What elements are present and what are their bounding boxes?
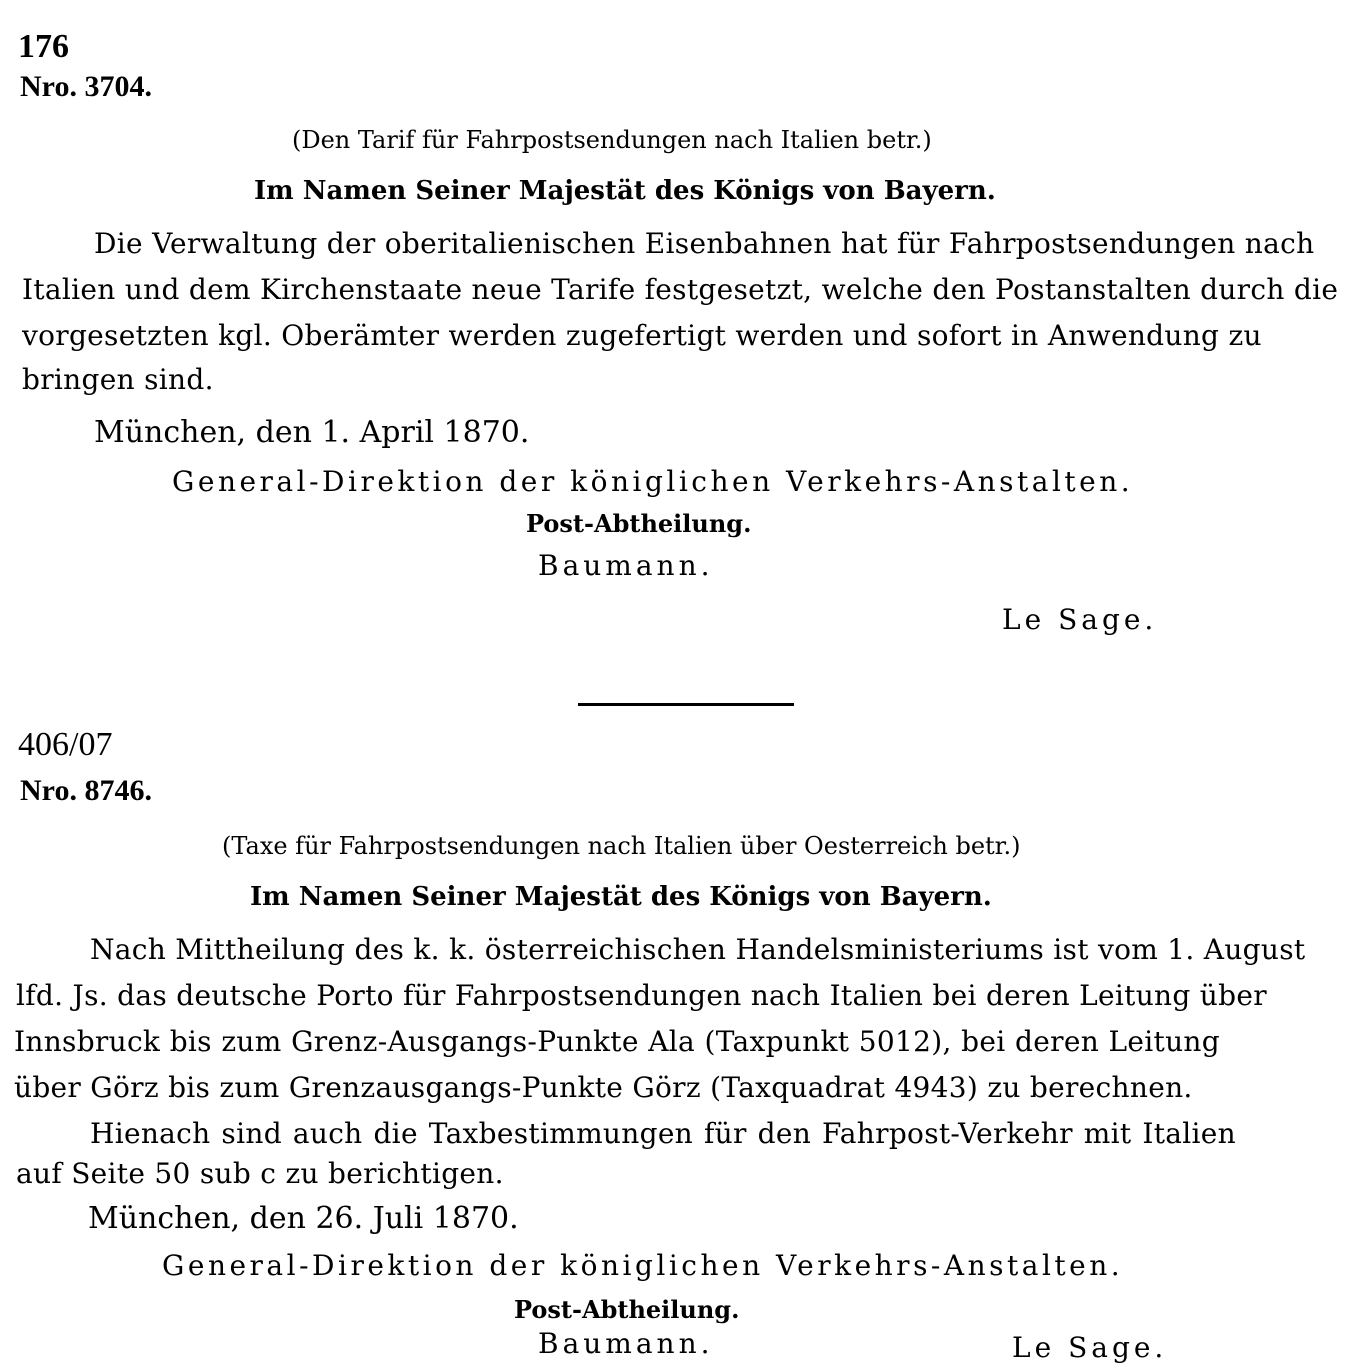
entry-2-subject: (Taxe für Fahrpostsendungen nach Italien über Oesterreich betr.) bbox=[222, 832, 1021, 860]
entry-2-department: Post-Abtheilung. bbox=[514, 1295, 740, 1324]
entry-1-body-line-2: Italien und dem Kirchenstaate neue Tarife festgesetzt, welche den Postanstalten durch die bbox=[22, 273, 1339, 306]
entry-2-file-ref: 406/07 bbox=[18, 726, 113, 763]
entry-2-body-line-6: auf Seite 50 sub c zu berichtigen. bbox=[16, 1157, 504, 1190]
entry-1-signature-left: Baumann. bbox=[538, 549, 714, 582]
entry-2-signature-right: Le Sage. bbox=[1012, 1331, 1168, 1364]
entry-1-department: Post-Abtheilung. bbox=[526, 509, 752, 538]
entry-2-body-line-3: Innsbruck bis zum Grenz-Ausgangs-Punkte Ala (Taxpunkt 5012), bei deren Leitung bbox=[14, 1025, 1220, 1058]
entry-1-body-line-3: vorgesetzten kgl. Oberämter werden zugefertigt werden und sofort in Anwendung zu bbox=[22, 319, 1262, 352]
entry-2-signature-left: Baumann. bbox=[538, 1327, 714, 1360]
entry-2-body-line-2: lfd. Js. das deutsche Porto für Fahrpostsendungen nach Italien bei deren Leitung über bbox=[16, 979, 1267, 1012]
entry-2-body-line-4: über Görz bis zum Grenzausgangs-Punkte Görz (Taxquadrat 4943) zu berechnen. bbox=[14, 1071, 1193, 1104]
entry-1-body-line-1: Die Verwaltung der oberitalienischen Eisenbahnen hat für Fahrpostsendungen nach bbox=[94, 227, 1315, 260]
entry-2-body-line-5: Hienach sind auch die Taxbestimmungen für den Fahrpost-Verkehr mit Italien bbox=[90, 1117, 1236, 1150]
entry-1-body-line-4: bringen sind. bbox=[22, 363, 214, 396]
page-number: 176 bbox=[18, 28, 69, 65]
entry-2-place-date: München, den 26. Juli 1870. bbox=[88, 1201, 519, 1236]
entry-1-formula: Im Namen Seiner Majestät des Königs von Bayern. bbox=[254, 176, 996, 206]
entry-1-authority: General-Direktion der königlichen Verkehrs-Anstalten. bbox=[172, 465, 1134, 498]
entry-2-formula: Im Namen Seiner Majestät des Königs von Bayern. bbox=[250, 882, 992, 912]
entry-2-authority: General-Direktion der königlichen Verkehrs-Anstalten. bbox=[162, 1249, 1124, 1282]
entry-1-subject: (Den Tarif für Fahrpostsendungen nach Italien betr.) bbox=[292, 126, 932, 154]
entry-1-signature-right: Le Sage. bbox=[1002, 603, 1158, 636]
entry-2-body-line-1: Nach Mittheilung des k. k. österreichischen Handelsministeriums ist vom 1. August bbox=[90, 933, 1306, 966]
section-divider bbox=[578, 703, 794, 706]
entry-1-place-date: München, den 1. April 1870. bbox=[94, 415, 530, 450]
entry-2-number: Nro. 8746. bbox=[20, 774, 152, 807]
entry-1-number: Nro. 3704. bbox=[20, 70, 152, 103]
